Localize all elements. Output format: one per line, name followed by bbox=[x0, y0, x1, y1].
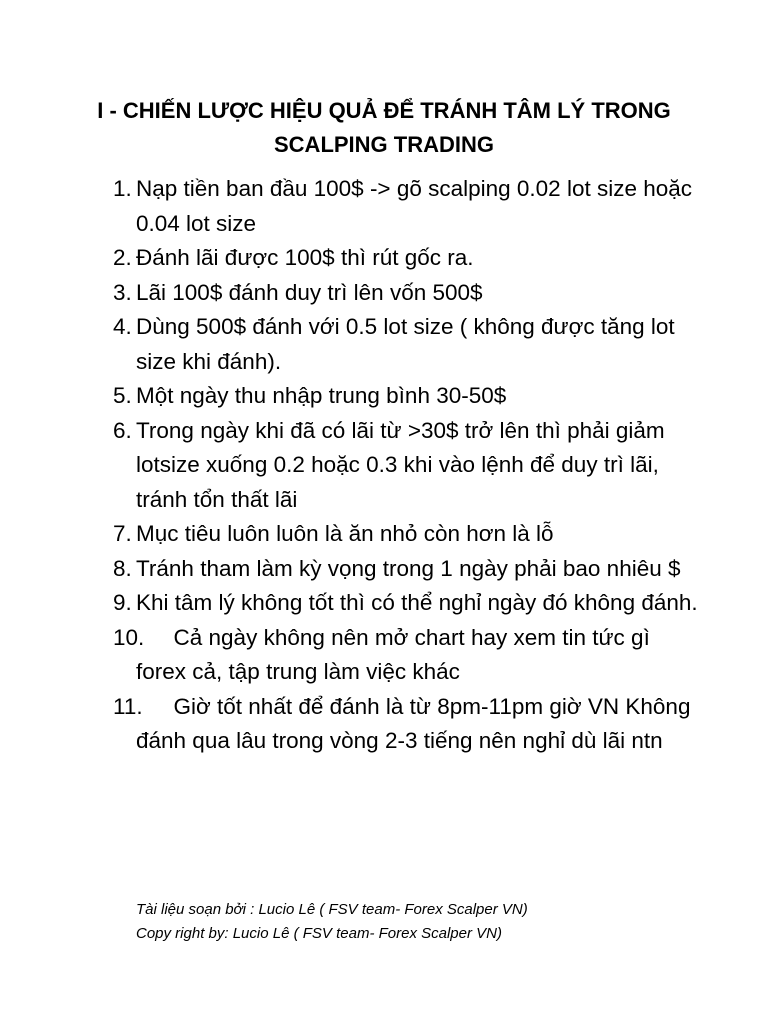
list-item-number: 6. bbox=[113, 417, 132, 443]
list-item-number: 4. bbox=[113, 314, 132, 339]
list-item bbox=[100, 310, 700, 379]
strategy-list bbox=[100, 172, 700, 759]
list-item-number: 9. bbox=[113, 590, 132, 615]
page-title bbox=[80, 94, 688, 162]
list-item-text: Nạp tiền ban đầu 100$ -> gõ scalping 0.02 lot size hoặc 0.04 lot size bbox=[136, 176, 693, 236]
list-item-text: Mục tiêu luôn luôn là ăn nhỏ còn hơn là lỗ bbox=[136, 521, 554, 546]
list-item-text: Tránh tham làm kỳ vọng trong 1 ngày phải bao nhiêu $ bbox=[136, 555, 681, 581]
list-item-text: Dùng 500$ đánh với 0.5 lot size ( không được tăng lot size khi đánh). bbox=[136, 314, 675, 374]
list-item bbox=[100, 414, 700, 518]
list-item bbox=[100, 276, 700, 311]
list-item-text: Giờ tốt nhất để đánh là từ 8pm-11pm giờ VN Không đánh qua lâu trong vòng 2-3 tiếng nên nghỉ dù lãi ntn bbox=[136, 693, 697, 753]
title-line-2: SCALPING TRADING bbox=[274, 132, 494, 157]
list-item bbox=[100, 517, 700, 552]
list-item-number: 10. bbox=[113, 624, 145, 650]
list-item bbox=[100, 379, 700, 414]
list-item bbox=[100, 690, 700, 759]
list-item bbox=[100, 172, 700, 241]
list-item-text: Lãi 100$ đánh duy trì lên vốn 500$ bbox=[136, 279, 483, 305]
list-item bbox=[100, 621, 700, 690]
list-item-number: 7. bbox=[113, 521, 132, 546]
list-item-number: 11. bbox=[113, 693, 143, 719]
list-item-number: 2. bbox=[113, 245, 132, 270]
list-item bbox=[100, 241, 700, 276]
credit-line-1: Tài liệu soạn bởi : Lucio Lê ( FSV team- Forex Scalper VN) bbox=[136, 901, 528, 918]
list-item-text: Trong ngày khi đã có lãi từ >30$ trở lên thì phải giảm lotsize xuống 0.2 hoặc 0.3 khi vào lệnh để duy trì lãi, tránh tổn thất lãi bbox=[136, 417, 665, 512]
list-item-number: 8. bbox=[113, 555, 132, 581]
list-item bbox=[100, 586, 700, 621]
list-item-text: Một ngày thu nhập trung bình 30-50$ bbox=[136, 383, 507, 408]
list-item-number: 5. bbox=[113, 383, 132, 408]
credit-line-2: Copy right by: Lucio Lê ( FSV team- Forex Scalper VN) bbox=[136, 925, 502, 942]
list-item-number: 1. bbox=[113, 176, 132, 201]
list-item bbox=[100, 552, 700, 587]
list-item-number: 3. bbox=[113, 279, 132, 305]
list-item-text: Đánh lãi được 100$ thì rút gốc ra. bbox=[136, 245, 474, 270]
list-item-text: Khi tâm lý không tốt thì có thể nghỉ ngày đó không đánh. bbox=[136, 590, 698, 615]
title-line-1: I - CHIẾN LƯỢC HIỆU QUẢ ĐỂ TRÁNH TÂM LÝ TRONG bbox=[97, 98, 671, 123]
list-item-text: Cả ngày không nên mở chart hay xem tin tức gì forex cả, tập trung làm việc khác bbox=[136, 624, 657, 684]
author-credit bbox=[136, 898, 696, 946]
